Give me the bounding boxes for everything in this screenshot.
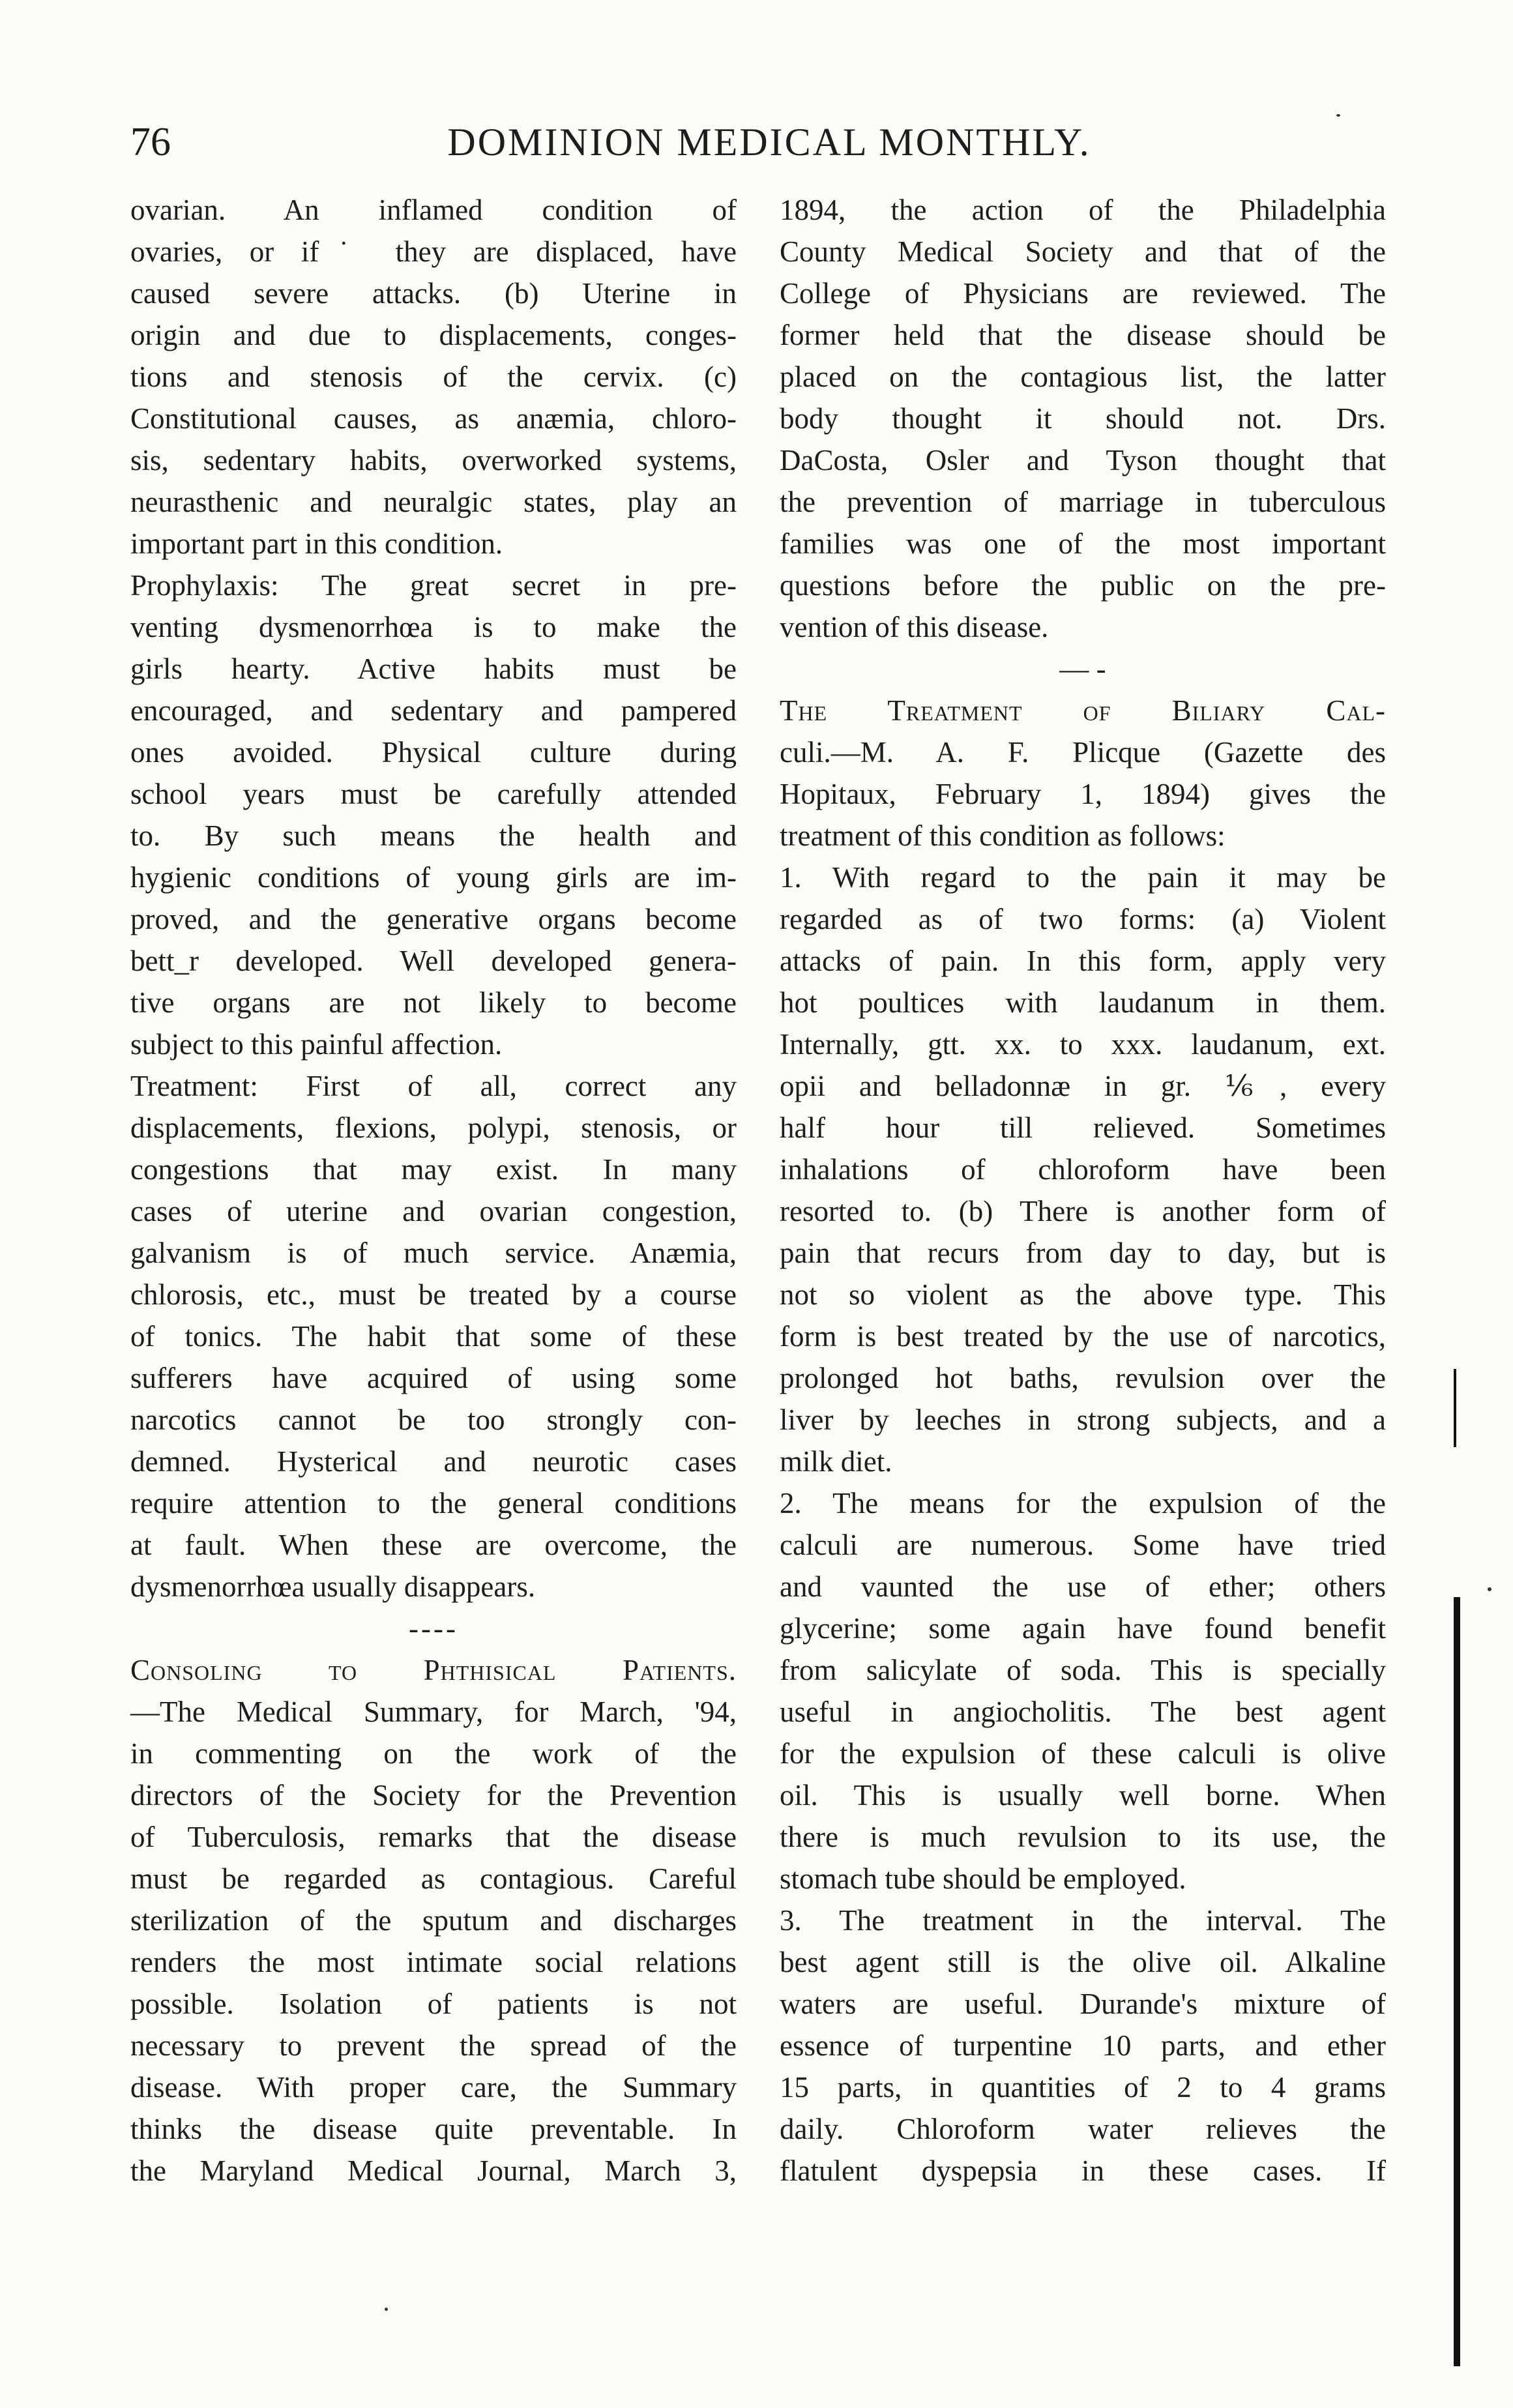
text-line: treatment of this condition as follows: xyxy=(780,819,1226,852)
text-line: ovaries, or if˙ they are displaced, have xyxy=(130,235,737,268)
text-line: girls hearty. Active habits must be xyxy=(130,653,737,685)
text-line: displacements, flexions, polypi, stenosis, or xyxy=(130,1111,737,1144)
right-column xyxy=(780,189,1386,2192)
text-line: sufferers have acquired of using some xyxy=(130,1362,737,1394)
text-line: neurasthenic and neuralgic states, play an xyxy=(130,486,737,518)
text-line: 15 parts, in quantities of 2 to 4 grams xyxy=(780,2071,1386,2104)
text-line: subject to this painful affection. xyxy=(130,1028,503,1061)
scan-speck xyxy=(1336,114,1340,117)
text-line: hot poultices with laudanum in them. xyxy=(780,986,1386,1019)
text-line: from salicylate of soda. This is specially xyxy=(780,1654,1386,1686)
text-line: vention of this disease. xyxy=(780,611,1049,643)
text-line: daily. Chloroform water relieves the xyxy=(780,2113,1386,2145)
text-line: Treatment: First of all, correct any xyxy=(130,1070,737,1102)
text-line: half hour till relieved. Sometimes xyxy=(780,1111,1386,1144)
text-line: renders the most intimate social relations xyxy=(130,1946,737,1978)
text-line: cases of uterine and ovarian congestion, xyxy=(130,1195,737,1227)
text-line: Internally, gtt. xx. to xxx. laudanum, ext. xyxy=(780,1028,1386,1061)
section-separator: — - xyxy=(1059,653,1106,685)
text-line: essence of turpentine 10 parts, and ether xyxy=(780,2029,1386,2062)
scan-speck xyxy=(1488,1587,1491,1591)
text-line: directors of the Society for the Prevention xyxy=(130,1779,737,1812)
page-header xyxy=(130,116,1408,168)
section-heading: Consoling to Phthisical Patients. xyxy=(130,1654,737,1686)
text-line: chlorosis, etc., must be treated by a course xyxy=(130,1278,737,1311)
text-line: of Tuberculosis, remarks that the disease xyxy=(130,1821,737,1853)
text-line: flatulent dyspepsia in these cases. If xyxy=(780,2154,1386,2187)
section-heading: The Treatment of Biliary Cal- xyxy=(780,694,1386,727)
text-line: encouraged, and sedentary and pampered xyxy=(130,694,737,727)
text-line: useful in angiocholitis. The best agent xyxy=(780,1696,1386,1728)
text-line: former held that the disease should be xyxy=(780,319,1386,351)
text-line: there is much revulsion to its use, the xyxy=(780,1821,1386,1853)
text-line: the prevention of marriage in tuberculous xyxy=(780,486,1386,518)
text-line: dysmenorrhœa usually disappears. xyxy=(130,1570,536,1603)
text-line: sterilization of the sputum and discharges xyxy=(130,1904,737,1937)
scan-edge-mark xyxy=(1454,1597,1460,2366)
text-line: County Medical Society and that of the xyxy=(780,235,1386,268)
text-line: school years must be carefully attended xyxy=(130,778,737,810)
text-line: best agent still is the olive oil. Alkaline xyxy=(780,1946,1386,1978)
text-line: Hopitaux, February 1, 1894) gives the xyxy=(780,778,1386,810)
text-line: at fault. When these are overcome, the xyxy=(130,1529,737,1561)
text-line: tions and stenosis of the cervix. (c) xyxy=(130,360,737,393)
text-line: necessary to prevent the spread of the xyxy=(130,2029,737,2062)
page-number: 76 xyxy=(130,120,171,164)
text-line: for the expulsion of these calculi is olive xyxy=(780,1737,1386,1770)
scan-speck xyxy=(385,2308,388,2311)
text-line: families was one of the most important xyxy=(780,527,1386,560)
text-line: College of Physicians are reviewed. The xyxy=(780,277,1386,310)
text-line: require attention to the general conditions xyxy=(130,1487,737,1520)
text-line: Prophylaxis: The great secret in pre- xyxy=(130,569,737,602)
text-line: in commenting on the work of the xyxy=(130,1737,737,1770)
text-line: inhalations of chloroform have been xyxy=(780,1153,1386,1186)
text-line: attacks of pain. In this form, apply very xyxy=(780,945,1386,977)
text-line: ovarian. An inflamed condition of xyxy=(130,194,737,226)
text-line: congestions that may exist. In many xyxy=(130,1153,737,1186)
text-line: body thought it should not. Drs. xyxy=(780,402,1386,435)
text-line: and vaunted the use of ether; others xyxy=(780,1570,1386,1603)
text-line: caused severe attacks. (b) Uterine in xyxy=(130,277,737,310)
text-line: questions before the public on the pre- xyxy=(780,569,1386,602)
text-line: ones avoided. Physical culture during xyxy=(130,736,737,769)
text-line: prolonged hot baths, revulsion over the xyxy=(780,1362,1386,1394)
text-line: origin and due to displacements, conges- xyxy=(130,319,737,351)
text-line: calculi are numerous. Some have tried xyxy=(780,1529,1386,1561)
text-line: possible. Isolation of patients is not xyxy=(130,1988,737,2020)
text-line: 1. With regard to the pain it may be xyxy=(780,861,1386,894)
text-line: must be regarded as contagious. Careful xyxy=(130,1862,737,1895)
text-line: 1894, the action of the Philadelphia xyxy=(780,194,1386,226)
text-line: DaCosta, Osler and Tyson thought that xyxy=(780,444,1386,477)
text-line: placed on the contagious list, the latter xyxy=(780,360,1386,393)
text-line: milk diet. xyxy=(780,1445,892,1478)
text-line: demned. Hysterical and neurotic cases xyxy=(130,1445,737,1478)
text-line: glycerine; some again have found benefit xyxy=(780,1612,1386,1645)
text-line: stomach tube should be employed. xyxy=(780,1862,1186,1895)
text-line: the Maryland Medical Journal, March 3, xyxy=(130,2154,737,2187)
text-line: liver by leeches in strong subjects, and a xyxy=(780,1403,1386,1436)
text-line: 2. The means for the expulsion of the xyxy=(780,1487,1386,1520)
text-line: —The Medical Summary, for March, '94, xyxy=(130,1696,737,1728)
text-line: culi.—M. A. F. Plicque (Gazette des xyxy=(780,736,1386,769)
text-line: oil. This is usually well borne. When xyxy=(780,1779,1386,1812)
scan-edge-mark xyxy=(1454,1369,1456,1447)
text-line: thinks the disease quite preventable. In xyxy=(130,2113,737,2145)
text-line: regarded as of two forms: (a) Violent xyxy=(780,903,1386,935)
text-line: resorted to. (b) There is another form of xyxy=(780,1195,1386,1227)
text-line: galvanism is of much service. Anæmia, xyxy=(130,1237,737,1269)
text-line: hygienic conditions of young girls are im- xyxy=(130,861,737,894)
text-line: narcotics cannot be too strongly con- xyxy=(130,1403,737,1436)
text-line: 3. The treatment in the interval. The xyxy=(780,1904,1386,1937)
text-line: waters are useful. Durande's mixture of xyxy=(780,1988,1386,2020)
text-line: disease. With proper care, the Summary xyxy=(130,2071,737,2104)
text-line: sis, sedentary habits, overworked systems, xyxy=(130,444,737,477)
text-line: venting dysmenorrhœa is to make the xyxy=(130,611,737,643)
text-line: opii and belladonnæ in gr. ⅙, every xyxy=(780,1070,1386,1102)
text-line: bett_r developed. Well developed genera- xyxy=(130,945,737,977)
text-line: important part in this condition. xyxy=(130,527,503,560)
text-line: of tonics. The habit that some of these xyxy=(130,1320,737,1353)
left-column xyxy=(130,189,737,2192)
section-separator: ---- xyxy=(409,1612,458,1645)
text-line: form is best treated by the use of narcotics, xyxy=(780,1320,1386,1353)
text-line: tive organs are not likely to become xyxy=(130,986,737,1019)
text-line: pain that recurs from day to day, but is xyxy=(780,1237,1386,1269)
text-line: Constitutional causes, as anæmia, chloro- xyxy=(130,402,737,435)
running-head: DOMINION MEDICAL MONTHLY. xyxy=(447,121,1091,164)
text-line: to. By such means the health and xyxy=(130,819,737,852)
text-line: not so violent as the above type. This xyxy=(780,1278,1386,1311)
text-line: proved, and the generative organs become xyxy=(130,903,737,935)
